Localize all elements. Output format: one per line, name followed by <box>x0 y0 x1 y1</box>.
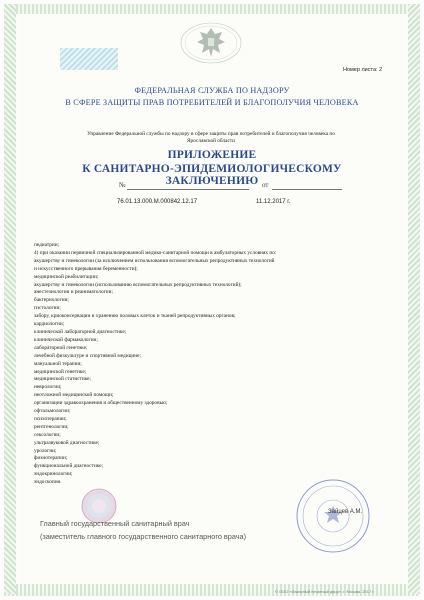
printer-imprint: © ООО «Лазерный печатный двор», г. Москва, 2017 г. <box>275 589 375 594</box>
list-item: 4) при оказании первичной специализированной медико-санитарной помощи в амбулаторных условиях по: <box>34 249 277 256</box>
list-item: неврологии; <box>34 384 62 391</box>
agency-title-line-2: В СФЕРЕ ЗАЩИТЫ ПРАВ ПОТРЕБИТЕЛЕЙ И БЛАГОПОЛУЧИЯ ЧЕЛОВЕКА <box>65 98 359 107</box>
list-item: психотерапии; <box>34 415 67 422</box>
list-item: педиатрии; <box>34 242 60 248</box>
security-border-right <box>408 4 420 594</box>
security-border-left <box>4 4 16 594</box>
list-item: эндоскопии. <box>34 479 62 486</box>
department-line-1: Управление Федеральной службы по надзору в сфере защиты прав потребителей и благополучия человека по <box>87 131 335 137</box>
list-item: анестезиологии и реаниматологии; <box>34 289 113 296</box>
from-label: от <box>262 181 269 189</box>
number-underline <box>127 189 249 190</box>
list-item: офтальмологии; <box>34 408 71 415</box>
signer-name: Зайцев А.М. <box>328 509 363 515</box>
signatory-title: Главный государственный санитарный врач <box>40 519 190 528</box>
conclusion-date: 11.12.2017 г. <box>256 199 291 205</box>
list-item: лечебной физкультуре и спортивной медицине; <box>34 352 141 359</box>
list-item: мануальной терапии; <box>34 360 82 367</box>
list-item: сексологии; <box>34 431 61 438</box>
list-item: и искусственного прерывания беременности); <box>34 265 138 272</box>
list-item: акушерству и гинекологии (за исключением использования вспомогательных репродуктивных технологий <box>34 257 275 264</box>
list-item: клинической фармакологии; <box>34 336 98 343</box>
document-title-line-1: ПРИЛОЖЕНИЕ <box>167 149 257 161</box>
list-item: рентгенологии; <box>34 423 69 430</box>
official-seal-icon <box>295 478 371 554</box>
security-pattern <box>60 48 118 70</box>
document-title-line-2: К САНИТАРНО-ЭПИДЕМИОЛОГИЧЕСКОМУ ЗАКЛЮЧЕНИЮ <box>82 163 342 187</box>
conclusion-number: 76.01.13.000.М.000842.12.17 <box>117 199 198 205</box>
list-item: организации здравоохранения и общественному здоровью; <box>34 400 168 407</box>
department-line-2: Ярославской области <box>187 137 235 144</box>
date-underline <box>272 189 342 190</box>
security-border-top <box>4 4 420 14</box>
list-item: физиотерапии; <box>34 455 68 462</box>
list-item: клинической лабораторной диагностике; <box>34 328 127 335</box>
list-item: забору, криоконсервации и хранению половых клеток и тканей репродуктивных органов; <box>34 313 236 320</box>
list-item: медицинской статистике; <box>34 376 91 383</box>
list-item: функциональной диагностике; <box>34 463 104 470</box>
agency-title-line-1: ФЕДЕРАЛЬНАЯ СЛУЖБА ПО НАДЗОРУ <box>134 86 290 95</box>
list-item: лабораторной генетике; <box>34 344 88 351</box>
list-item: акушерству и гинекологии (использованию вспомогательных репродуктивных технологий); <box>34 281 242 288</box>
list-item: медицинской генетике; <box>34 368 87 375</box>
signatory-title-2: (заместитель главного государственного санитарного врача) <box>40 532 247 541</box>
number-sign: № <box>119 181 126 189</box>
issuing-department <box>36 131 386 144</box>
list-item: медицинской реабилитации; <box>34 273 99 280</box>
coat-of-arms-icon <box>180 22 242 64</box>
list-item: урологии; <box>34 447 57 454</box>
sheet-number: Номер листа: 2 <box>343 67 383 73</box>
list-item: бактериологии; <box>34 297 69 304</box>
list-item: неотложной медицинской помощи; <box>34 392 114 399</box>
list-item: гистологии; <box>34 305 61 312</box>
list-item: кардиологии; <box>34 321 65 328</box>
activity-list <box>34 242 379 487</box>
list-item: эндокринологии; <box>34 471 73 478</box>
list-item: ультразвуковой диагностике; <box>34 439 100 446</box>
